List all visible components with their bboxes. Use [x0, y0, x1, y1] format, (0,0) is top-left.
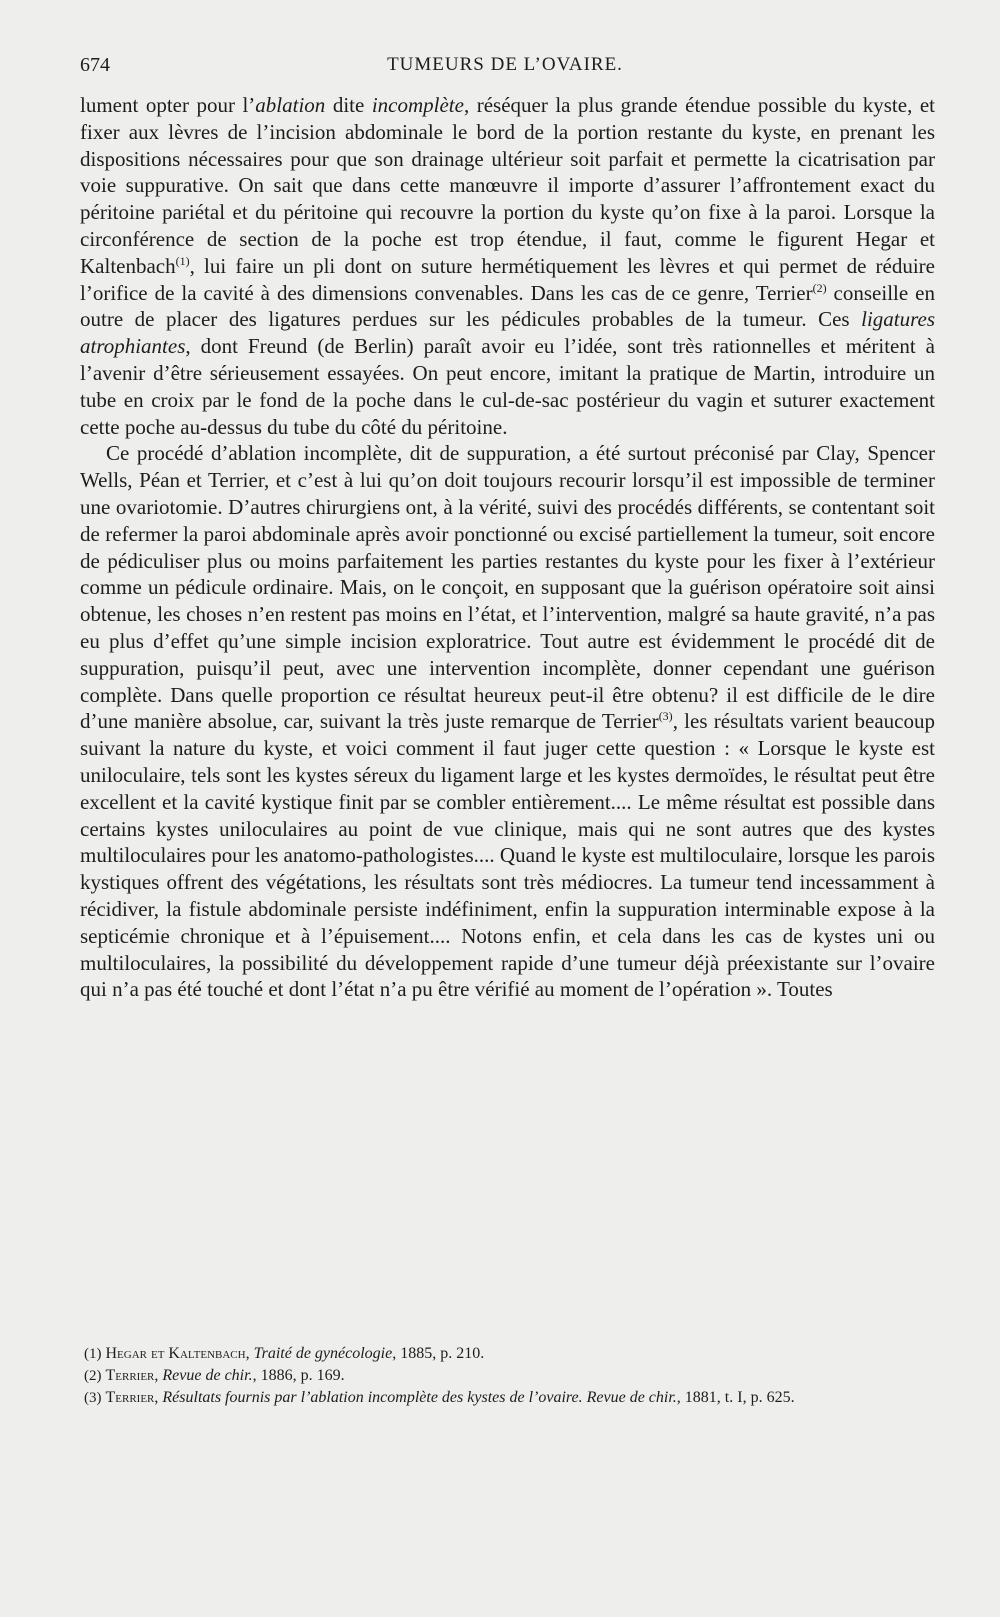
page-number: 674 [80, 54, 110, 76]
p2-text-1: Ce procédé d’ablation incomplète, dit de suppuration, a été surtout préconisé par Clay, Spencer Wells, Péan et Terrier, et c’est à lui qu’on doit toujours recourir lorsqu’il est impossible de terminer une ovariotomie. D’autres chirurgiens ont, à la vérité, suivi des procédés différents, se contentant soit de refermer la paroi abdominale après avoir ponctionné ou excisé partiellement la tumeur, soit encore de pédiculiser plus ou moins parfaitement les parties restantes du kyste pour les fixer à l’extérieur comme un pédicule ordinaire. Mais, on le conçoit, en supposant que la guérison opératoire soit ainsi obtenue, les choses n’en restent pas moins en l’état, et l’intervention, malgré sa haute gravité, n’a pas eu plus d’effet qu’une simple incision exploratrice. Tout autre est évidemment le procédé dit de suppuration, puisqu’il peut, avec une intervention incomplète, donner cependant une guérison complète. Dans quelle proportion ce résultat heureux peut-il être obtenu? il est difficile de le dire d’une manière absolue, car, suivant la très juste remarque de Terrier [80, 441, 935, 734]
footnote-title-1: Traité de gynécologie [253, 1345, 393, 1362]
footnote-author-3: Terrier [105, 1389, 155, 1406]
footnote-title-3: Résultats fournis par l’ablation incomplète des kystes de l’ovaire. Revue de chir. [162, 1389, 677, 1406]
footnotes [80, 1343, 935, 1409]
footnote-sep-2: , [154, 1367, 163, 1384]
paragraph-1 [80, 92, 935, 440]
footnote-author-2: Terrier [105, 1367, 155, 1384]
footnote-ref-3[interactable]: (3) [658, 709, 673, 724]
footnote-1 [80, 1343, 935, 1365]
footnote-2 [80, 1365, 935, 1387]
footnote-rest-2: , 1886, p. 169. [252, 1367, 345, 1384]
body-text [80, 92, 935, 1003]
p1-text-5: conseille en outre de placer des ligatures perdues sur les pédicules probables de la tumeur. Ces [80, 280, 935, 332]
footnote-ref-1[interactable]: (1) [175, 253, 190, 268]
footnote-3 [80, 1387, 935, 1409]
p1-emphasis-ligatures: ligatures atrophiantes [80, 307, 935, 359]
running-title: TUMEURS DE L’OVAIRE. [387, 54, 623, 75]
paragraph-2 [80, 440, 935, 1003]
p1-text-6: , dont Freund (de Berlin) paraît avoir eu l’idée, sont très rationnelles et méritent à l’avenir d’être sérieusement essayées. On peut encore, imitant la pratique de Martin, introduire un tube en croix par le fond de la poche dans le cul-de-sac postérieur du vagin et suturer exactement cette poche au-dessus du tube du côté du péritoine. [80, 334, 935, 439]
page-header [80, 50, 930, 80]
footnote-rest-3: , 1881, t. I, p. 625. [676, 1389, 795, 1406]
p1-text-3: , réséquer la plus grande étendue possible du kyste, et fixer aux lèvres de l’incision abdominale le bord de la portion restante du kyste, en prenant les dispositions nécessaires pour que son drainage ultérieur soit parfait et permette la cicatrisation par voie suppurative. On sait que dans cette manœuvre il importe d’assurer l’affrontement exact du péritoine pariétal et du péritoine qui recouvre la portion du kyste qu’on fixe à la paroi. Lorsque la circonférence de section de la poche est trop étendue, il faut, comme le figurent Hegar et Kaltenbach [80, 93, 935, 278]
footnote-sep-3: , [154, 1389, 163, 1406]
footnote-mark-3: (3) [84, 1390, 102, 1406]
footnote-mark-2: (2) [84, 1368, 102, 1384]
p1-text-1: lument opter pour l’ [80, 93, 256, 117]
footnote-rest-1: , 1885, p. 210. [392, 1345, 485, 1362]
p1-text-2: dite [325, 93, 372, 117]
footnote-author-1: Hegar et Kaltenbach [105, 1345, 246, 1362]
footnote-mark-1: (1) [84, 1346, 102, 1362]
p1-emphasis-ablation: ablation [255, 93, 326, 117]
p1-text-4: , lui faire un pli dont on suture hermétiquement les lèvres et qui permet de réduire l’orifice de la cavité à des dimensions convenables. Dans les cas de ce genre, Terrier [80, 253, 935, 305]
footnote-title-2: Revue de chir. [162, 1367, 253, 1384]
footnote-sep-1: , [245, 1345, 254, 1362]
p2-text-2: , les résultats varient beaucoup suivant la nature du kyste, et voici comment il faut juger cette question : « Lorsque le kyste est uniloculaire, tels sont les kystes séreux du ligament large et les kystes dermoïdes, le résultat peut être excellent et la cavité kystique finit par se combler entièrement.... Le même résultat est possible dans certains kystes uniloculaires au point de vue clinique, mais qui ne sont autres que des kystes multiloculaires pour les anatomo-pathologistes.... Quand le kyste est multiloculaire, lorsque les parois kystiques offrent des végétations, les résultats sont très médiocres. La tumeur tend incessamment à récidiver, la fistule abdominale persiste indéfiniment, enfin la suppuration interminable expose à la septicémie chronique et à l’épuisement.... Notons enfin, et cela dans les cas de kystes uni ou multiloculaires, la possibilité du développement rapide d’une tumeur déjà préexistante sur l’ovaire qui n’a pas été touché et dont l’état n’a pu être vérifié au moment de l’opération ». Toutes [80, 709, 935, 1002]
p1-emphasis-incomplete: incomplète [371, 93, 464, 117]
footnote-ref-2[interactable]: (2) [812, 280, 827, 295]
